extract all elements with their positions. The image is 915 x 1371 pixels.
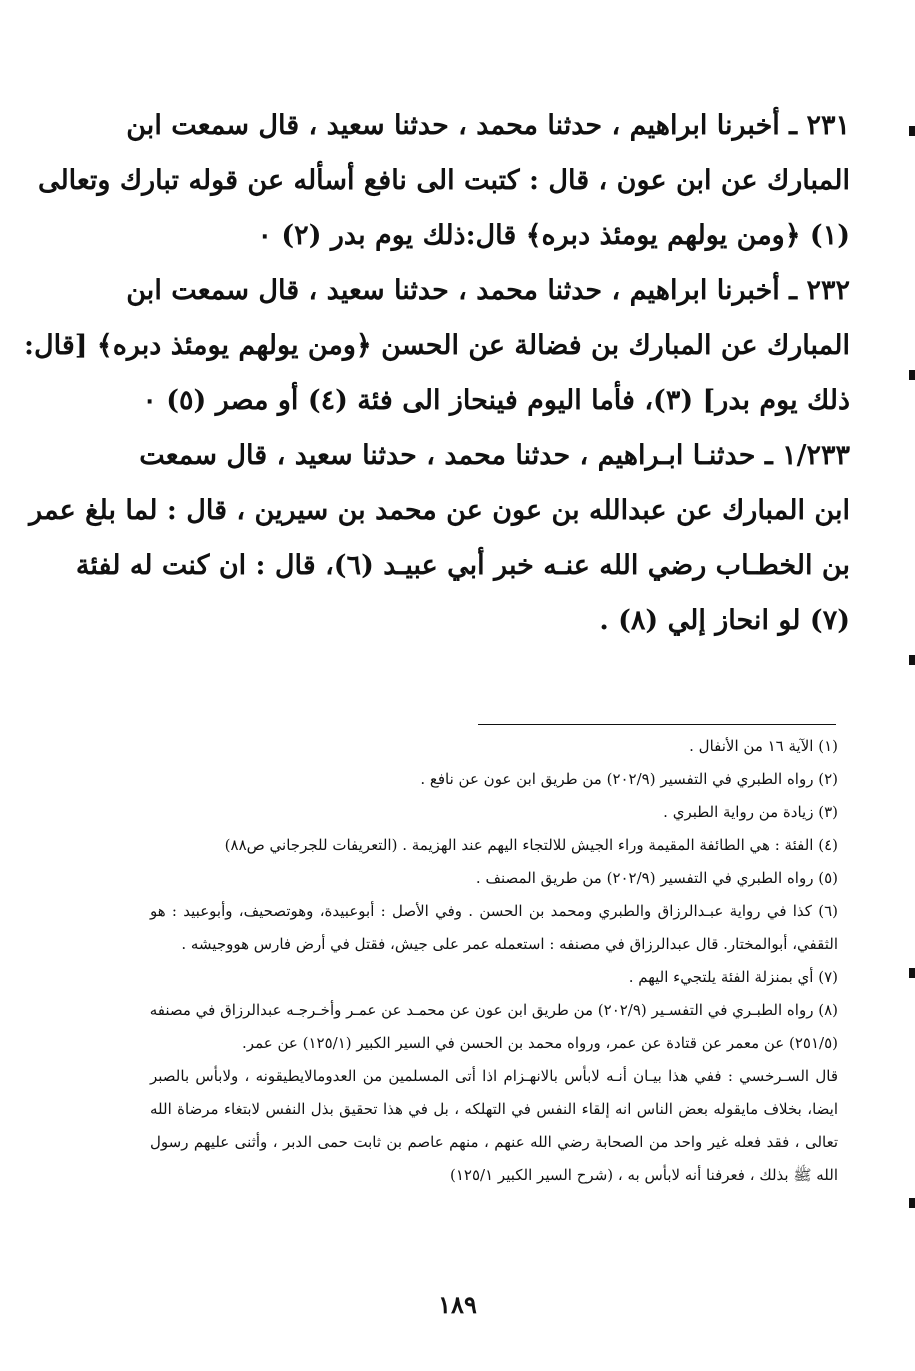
footnote-line: (٢٥١/٥) عن معمر عن قتادة عن عمر، ورواه محمد بن الحسن في السير الكبير (١٢٥/١) عن عمر. (242, 1034, 838, 1052)
footnote-line: (٥) رواه الطبري في التفسير (٢٠٢/٩) من طريق المصنف . (475, 869, 838, 887)
footnote-line: تعالى ، فقد فعله غير واحد من الصحابة رضي الله عنهم ، منهم عاصم بن ثابت حمى الدبر ، وأثنى عليهم رسول (150, 1133, 838, 1151)
text-line: ذلك يوم بدر] (٣)، فأما اليوم فينحاز الى فئة (٤) أو مصر (٥) ٠ (142, 385, 850, 416)
margin-mark (909, 968, 915, 978)
text-line: بن الخطـاب رضي الله عنـه خبر أبي عبيـد (٦)، قال : ان كنت له لفئة (75, 550, 850, 581)
footnote-separator (478, 724, 836, 725)
footnote-line: قال السـرخسي : ففي هذا بيـان أنـه لابأس بالانهـزام اذا أتى المسلمين من العدومالايطيقونه ، ولابأس بالصبر (150, 1067, 838, 1085)
footnote-line: (٧) أي بمنزلة الفئة يلتجيء اليهم . (628, 968, 838, 986)
text-line: ١/٢٣٣ ـ حدثنـا ابـراهيم ، حدثنا محمد ، حدثنا سعيد ، قال سمعت (139, 440, 850, 471)
text-line: ابن المبارك عن عبدالله بن عون عن محمد بن سيرين ، قال : لما بلغ عمر (29, 495, 850, 526)
page-number: ١٨٩ (438, 1290, 477, 1319)
footnote-line: (١) الآية ١٦ من الأنفال . (689, 737, 838, 755)
margin-mark (909, 655, 915, 665)
margin-mark (909, 126, 915, 136)
margin-mark (909, 1198, 915, 1208)
footnotes-block (150, 730, 838, 1192)
main-text-block (24, 98, 850, 648)
footnote-line: الثقفي، أبوالمختار. قال عبدالرزاق في مصنفه : استعمله عمر على جيش، فقتل في أرض فارس هووجيشه . (181, 935, 838, 953)
margin-mark (909, 370, 915, 380)
text-line: (٧) لو انحاز إلي (٨) . (599, 605, 850, 636)
footnote-line: الله ﷺ بذلك ، فعرفنا أنه لابأس به ، (شرح السير الكبير ١٢٥/١) (450, 1166, 838, 1184)
footnote-line: (٤) الفئة : هي الطائفة المقيمة وراء الجيش للالتجاء اليهم عند الهزيمة . (التعريفات للجرجاني ص٨٨) (224, 836, 838, 854)
footnote-line: (٨) رواه الطبـري في التفسـير (٢٠٢/٩) من طريق ابن عون عن محمـد عن عمـر وأخـرجـه عبدالرزاق في مصنفه (149, 1001, 838, 1019)
text-line: ٢٣٢ ـ أخبرنا ابراهيم ، حدثنا محمد ، حدثنا سعيد ، قال سمعت ابن (126, 275, 850, 306)
text-line: المبارك عن المبارك بن فضالة عن الحسن ﴿ومن يولهم يومئذ دبره﴾ [قال: (24, 330, 850, 361)
text-line: (١) ﴿ومن يولهم يومئذ دبره﴾ قال:ذلك يوم بدر (٢) ٠ (257, 220, 850, 251)
footnote-line: (٣) زيادة من رواية الطبري . (663, 803, 838, 821)
footnote-line: ايضا، بخلاف مايقوله بعض الناس انه إلقاء النفس في التهلكه ، بل في هذا تحقيق بذل النفس لابتغاء مرضاة الله (150, 1100, 838, 1118)
text-line: المبارك عن ابن عون ، قال : كتبت الى نافع أسأله عن قوله تبارك وتعالى (37, 165, 850, 196)
footnote-line: (٦) كذا في رواية عبـدالرزاق والطبري ومحمد بن الحسن . وفي الأصل : أبوعبيدة، وهوتصحيف، وأبوعبيد : هو (150, 902, 838, 920)
footnote-line: (٢) رواه الطبري في التفسير (٢٠٢/٩) من طريق ابن عون عن نافع . (420, 770, 838, 788)
text-line: ٢٣١ ـ أخبرنا ابراهيم ، حدثنا محمد ، حدثنا سعيد ، قال سمعت ابن (126, 110, 850, 141)
